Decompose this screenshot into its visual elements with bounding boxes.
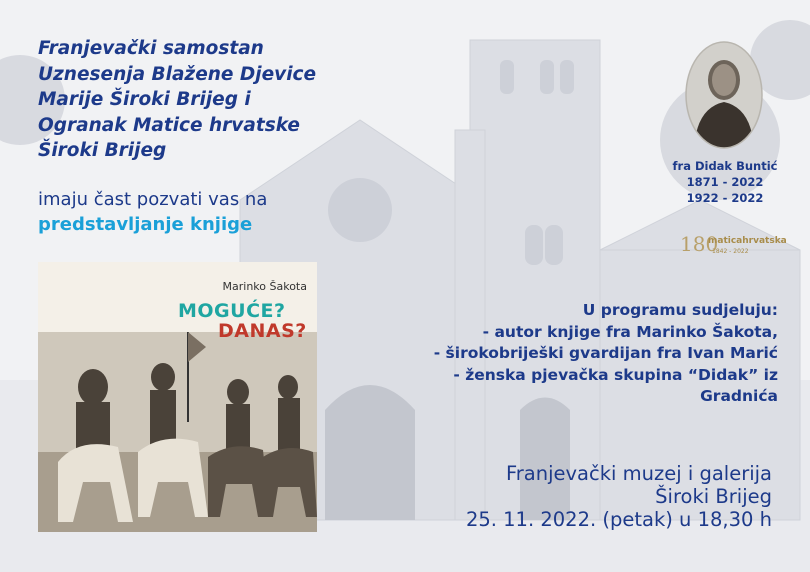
organizer-line: Uznesenja Blažene Djevice	[38, 63, 317, 85]
logo-number: 180	[680, 232, 719, 256]
program-item: - širokobriješki gvardijan fra Ivan Marić	[433, 344, 778, 362]
program-heading: U programu sudjeluju:	[582, 301, 778, 319]
book-title-line2: DANAS?	[218, 320, 307, 342]
portrait-photo	[684, 40, 764, 150]
organizer-line: Franjevački samostan	[38, 38, 264, 59]
event-venue: Franjevački muzej i galerija	[505, 462, 772, 485]
portrait-caption	[650, 158, 800, 206]
program-item: Gradnića	[700, 387, 778, 405]
event-datetime: 25. 11. 2022. (petak) u 18,30 h	[465, 508, 772, 531]
portrait-years-2: 1922 - 2022	[686, 191, 764, 205]
organizer-line: Ogranak Matice hrvatske	[38, 114, 300, 136]
portrait-years-1: 1871 - 2022	[686, 175, 764, 189]
organizers-block	[38, 36, 368, 164]
book-author: Marinko Šakota	[222, 280, 307, 293]
portrait-name: fra Didak Buntić	[672, 159, 778, 173]
matica-hrvatska-logo	[680, 232, 787, 262]
program-item: - ženska pjevačka skupina “Didak” iz	[453, 365, 778, 384]
logo-years: 1842 - 2022	[712, 248, 749, 255]
event-place: Široki Brijeg	[655, 485, 772, 508]
organizer-line: Marije Široki Brijeg i	[38, 89, 251, 110]
book-cover-photo	[38, 332, 317, 532]
book-cover	[38, 262, 317, 532]
invite-text: imaju čast pozvati vas na	[38, 189, 268, 210]
book-title-line1: MOGUĆE?	[178, 300, 286, 322]
program-item: - autor knjige fra Marinko Šakota,	[482, 322, 778, 341]
organizer-line: Široki Brijeg	[38, 140, 167, 161]
logo-text: maticahrvatska	[708, 236, 787, 246]
program-block	[348, 300, 778, 408]
event-type: predstavljanje knjige	[38, 214, 253, 235]
event-details	[352, 462, 772, 531]
